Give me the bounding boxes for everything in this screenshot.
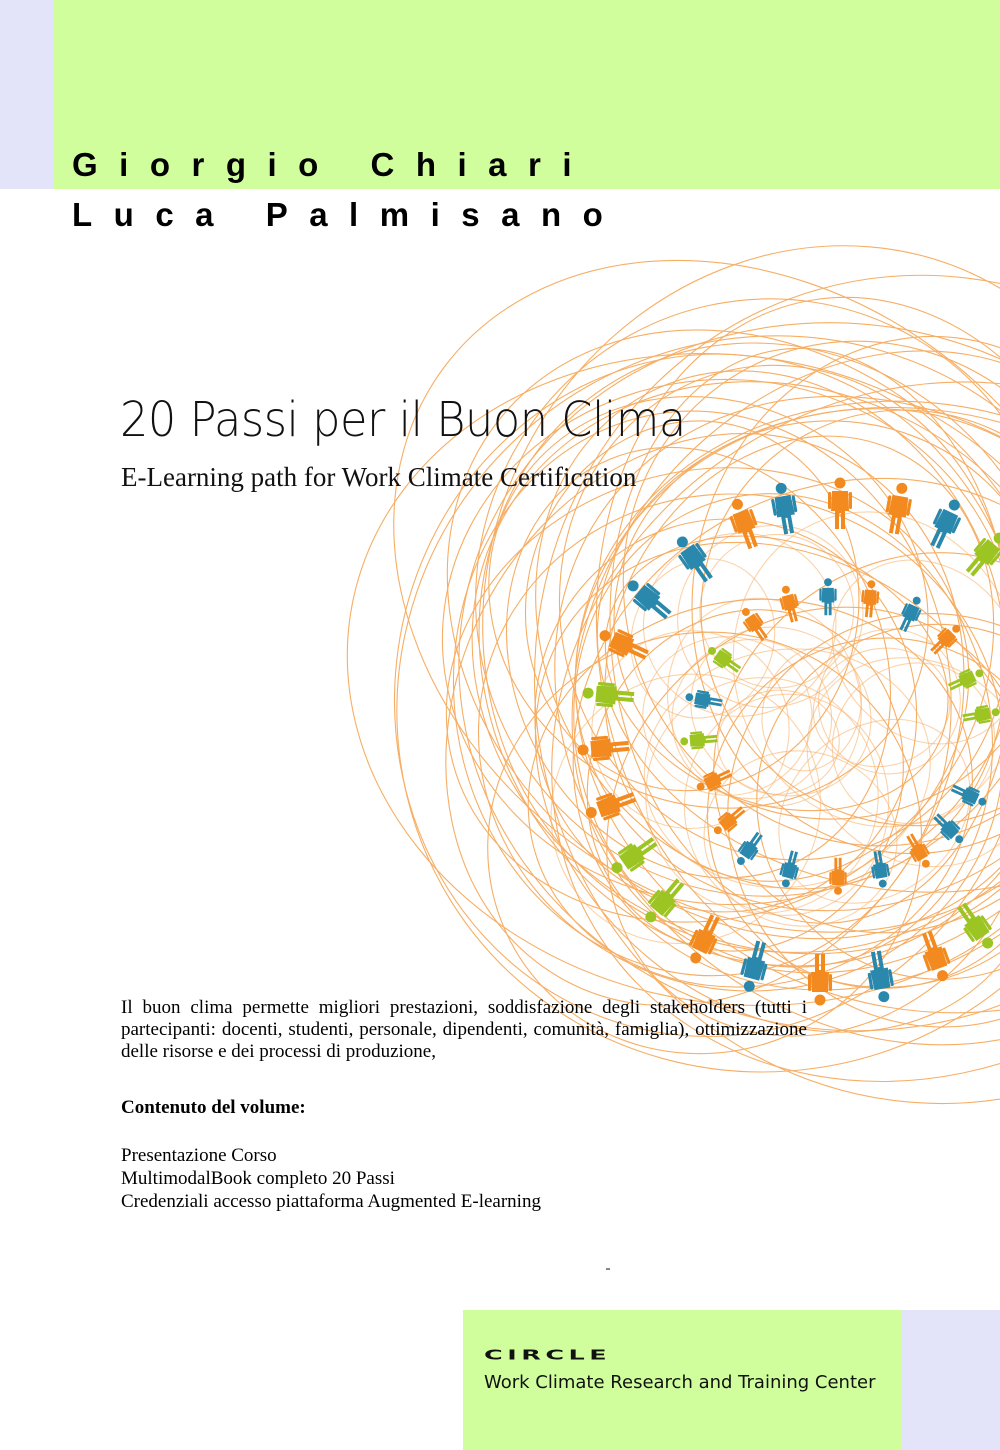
- person-figure-icon: [828, 478, 852, 530]
- author-name-2: Luca Palmisano: [72, 196, 625, 233]
- publisher-name: Work Climate Research and Training Center: [484, 1372, 876, 1393]
- person-figure-icon: [732, 829, 767, 869]
- bottom-lavender-band: [901, 1310, 1000, 1450]
- person-figure-icon: [961, 703, 1000, 726]
- contents-item: Credenziali accesso piattaforma Augmented E-learning: [121, 1191, 541, 1212]
- person-figure-icon: [960, 526, 1000, 581]
- person-figure-icon: [868, 849, 891, 889]
- person-figure-icon: [577, 734, 630, 762]
- person-figure-icon: [582, 681, 635, 709]
- stray-mark: [606, 1268, 610, 1270]
- contents-list: [121, 1144, 541, 1213]
- book-subtitle: E-Learning path for Work Climate Certification: [121, 462, 637, 492]
- circle-logo: CIRCLE: [484, 1347, 612, 1364]
- person-figure-icon: [582, 786, 639, 826]
- contents-item: Presentazione Corso: [121, 1145, 277, 1166]
- person-figure-icon: [808, 954, 832, 1006]
- contents-item: MultimodalBook completo 20 Passi: [121, 1168, 395, 1189]
- person-figure-icon: [864, 949, 897, 1004]
- person-figure-icon: [680, 730, 718, 750]
- description-paragraph: Il buon clima permette migliori prestazioni, soddisfazione degli stakeholders (tutti i partecipanti: docenti, studenti, personale, dipendenti, comunità, famiglia), ottimizzazione delle risorse e dei processi di produzione,: [121, 997, 807, 1062]
- person-figure-icon: [768, 481, 801, 536]
- book-title: 20 Passi per il Buon Clima: [120, 392, 686, 448]
- contents-heading: Contenuto del volume:: [121, 1097, 306, 1118]
- author-name-1: Giorgio Chiari: [72, 146, 594, 183]
